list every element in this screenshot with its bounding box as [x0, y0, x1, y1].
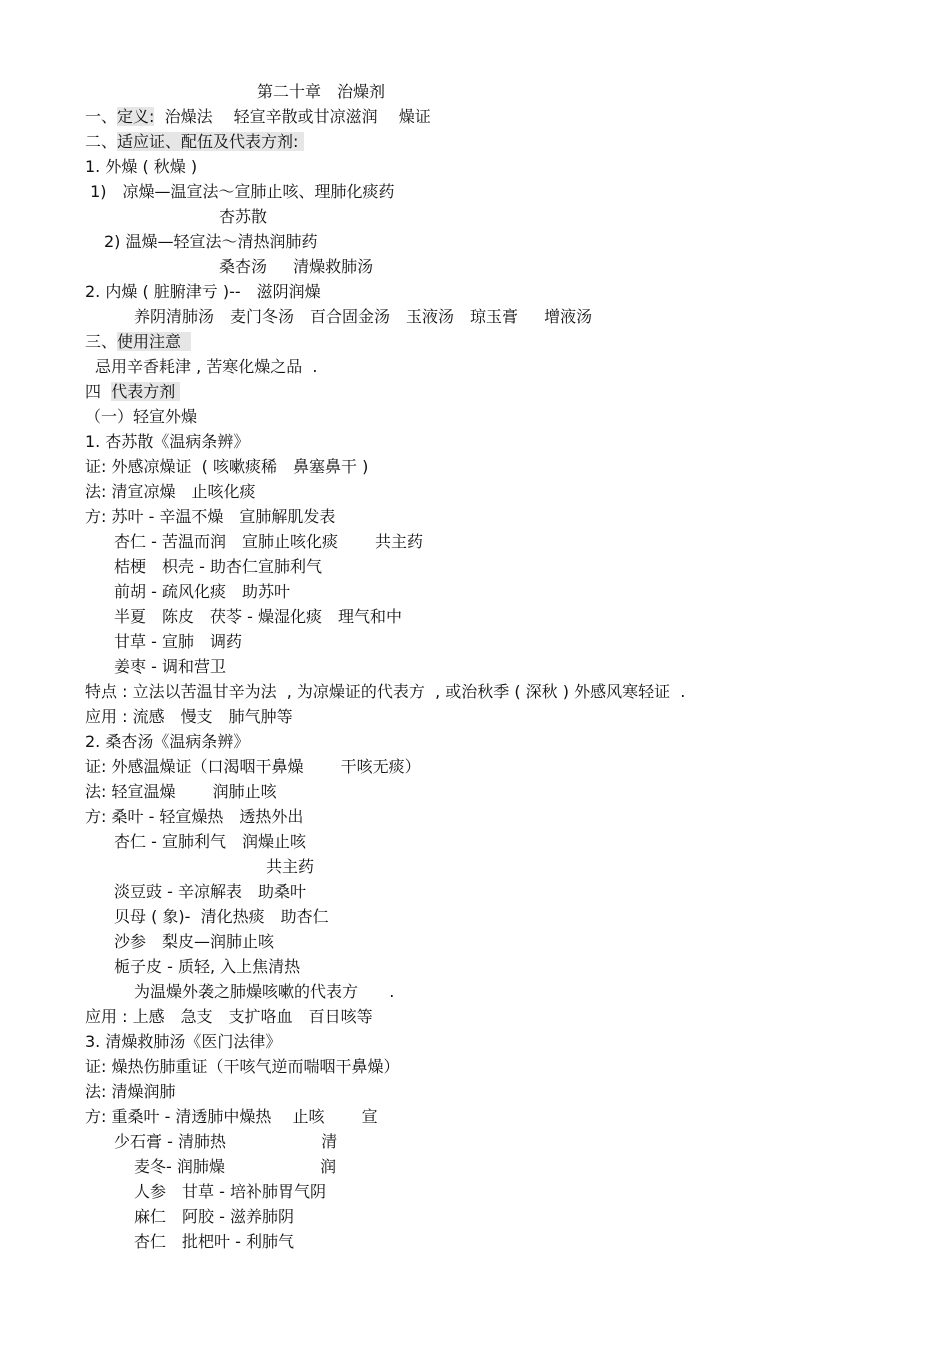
- internal-dryness-heading: 2. 内燥 ( 脏腑津亏 )-- 滋阴润燥: [85, 282, 321, 301]
- section-heading-highlight: 适应证、配伍及代表方剂:: [117, 132, 304, 151]
- cool-dryness-formula: 杏苏散: [219, 207, 268, 226]
- subsection-heading: （一）轻宣外燥: [85, 407, 198, 426]
- formula-syndrome: 证: 外感温燥证（口渴咽干鼻燥 干咳无痰）: [85, 757, 421, 776]
- warm-dryness-formulas: 桑杏汤 清燥救肺汤: [219, 257, 374, 276]
- formula-name: 2. 桑杏汤《温病条辨》: [85, 732, 250, 751]
- formula-ingredient: 淡豆豉 - 辛凉解表 助桑叶: [114, 882, 306, 901]
- formula-method: 法: 清宣凉燥 止咳化痰: [85, 482, 256, 501]
- warm-dryness-line: 2) 温燥—轻宣法～清热润肺药: [104, 232, 318, 251]
- formula-ingredient: 为温燥外袭之肺燥咳嗽的代表方 .: [134, 982, 395, 1001]
- formula-method: 法: 轻宣温燥 润肺止咳: [85, 782, 277, 801]
- formula-ingredient: 少石膏 - 清肺热 清: [114, 1132, 338, 1151]
- formula-ingredient: 共主药: [266, 857, 315, 876]
- exogenous-dryness-heading: 1. 外燥 ( 秋燥 ): [85, 157, 198, 176]
- formula-ingredient: 杏仁 批杷叶 - 利肺气: [134, 1232, 294, 1251]
- section-precautions: [85, 330, 191, 355]
- formula-syndrome: 证: 外感凉燥证 ( 咳嗽痰稀 鼻塞鼻干 ): [85, 457, 369, 476]
- formula-ingredient: 方: 苏叶 - 辛温不燥 宣肺解肌发表: [85, 507, 336, 526]
- formula-ingredient: 杏仁 - 苦温而润 宣肺止咳化痰 共主药: [114, 532, 424, 551]
- formula-ingredient: 人参 甘草 - 培补肺胃气阴: [134, 1182, 326, 1201]
- formula-applications: 应用 : 流感 慢支 肺气肿等: [85, 707, 293, 726]
- formula-applications: 应用 : 上感 急支 支扩咯血 百日咳等: [85, 1007, 373, 1026]
- formula-ingredient: 姜枣 - 调和营卫: [114, 657, 226, 676]
- section-representative-formulas: [85, 380, 180, 405]
- section-heading-highlight: 定义:: [117, 107, 155, 126]
- formula-ingredient: 半夏 陈皮 茯苓 - 燥湿化痰 理气和中: [114, 607, 402, 626]
- internal-dryness-formulas: 养阴清肺汤 麦门冬汤 百合固金汤 玉液汤 琼玉膏 增液汤: [134, 307, 593, 326]
- formula-ingredient: 沙参 梨皮—润肺止咳: [114, 932, 275, 951]
- formula-name: 3. 清燥救肺汤《医门法律》: [85, 1032, 282, 1051]
- precautions-text: 忌用辛香耗津 , 苦寒化燥之品 .: [95, 357, 318, 376]
- formula-name: 1. 杏苏散《温病条辨》: [85, 432, 250, 451]
- formula-ingredient: 贝母 ( 象)- 清化热痰 助杏仁: [114, 907, 329, 926]
- section-indications: [85, 130, 304, 155]
- section-number: 四: [85, 382, 112, 401]
- formula-ingredient: 方: 重桑叶 - 清透肺中燥热 止咳 宣: [85, 1107, 378, 1126]
- formula-features: 特点 : 立法以苦温甘辛为法 , 为凉燥证的代表方 , 或治秋季 ( 深秋 ) 外感风寒轻证 .: [85, 682, 686, 701]
- formula-syndrome: 证: 燥热伤肺重证（干咳气逆而喘咽干鼻燥）: [85, 1057, 400, 1076]
- section-heading-highlight: 代表方剂: [111, 382, 181, 401]
- section-text: 治燥法 轻宣辛散或甘凉滋润 燥证: [154, 107, 431, 126]
- formula-ingredient: 麻仁 阿胶 - 滋养肺阴: [134, 1207, 294, 1226]
- formula-method: 法: 清燥润肺: [85, 1082, 176, 1101]
- formula-ingredient: 桔梗 枳壳 - 助杏仁宣肺利气: [114, 557, 322, 576]
- formula-ingredient: 杏仁 - 宣肺利气 润燥止咳: [114, 832, 306, 851]
- cool-dryness-line: 1) 凉燥—温宣法～宣肺止咳、理肺化痰药: [85, 182, 395, 201]
- formula-ingredient: 前胡 - 疏风化痰 助苏叶: [114, 582, 290, 601]
- section-definition: [85, 105, 431, 130]
- section-heading-highlight: 使用注意: [117, 332, 192, 351]
- formula-ingredient: 方: 桑叶 - 轻宣燥热 透热外出: [85, 807, 304, 826]
- formula-ingredient: 麦冬- 润肺燥 润: [134, 1157, 337, 1176]
- chapter-title: 第二十章 治燥剂: [257, 82, 386, 101]
- formula-ingredient: 甘草 - 宣肺 调药: [114, 632, 242, 651]
- formula-ingredient: 栀子皮 - 质轻, 入上焦清热: [114, 957, 301, 976]
- section-number: 一、: [85, 107, 118, 126]
- section-number: 三、: [85, 332, 118, 351]
- section-number: 二、: [85, 132, 118, 151]
